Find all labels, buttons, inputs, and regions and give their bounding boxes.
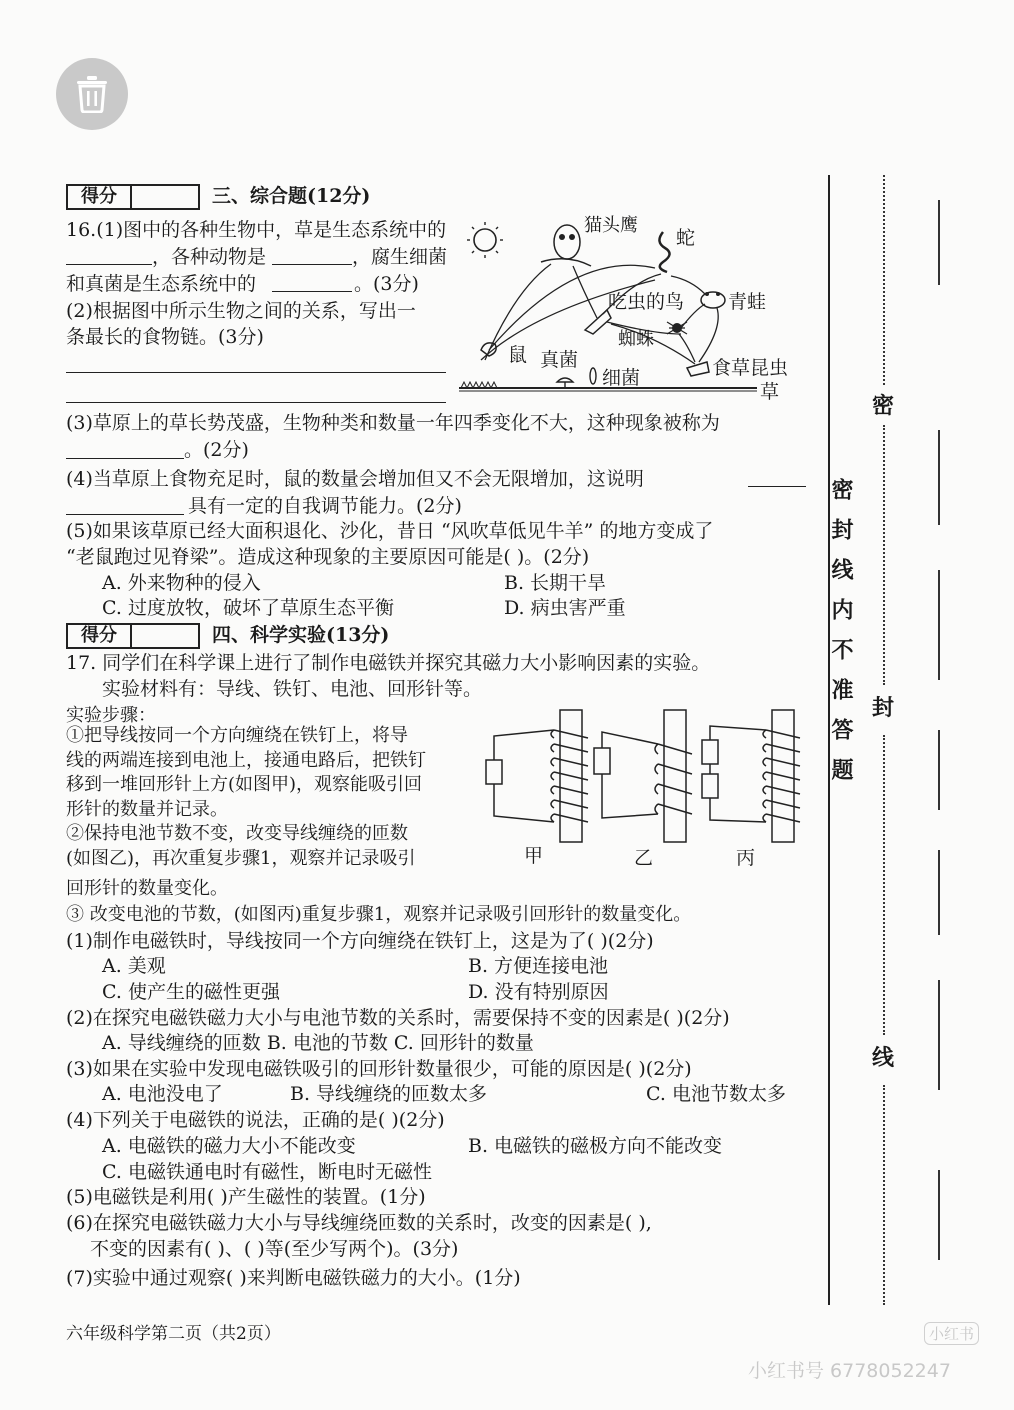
watermark-logo: 小红书	[924, 1322, 979, 1345]
sun-icon	[467, 222, 503, 258]
fungi-icon	[557, 378, 573, 388]
figure-label-yi: 乙	[634, 847, 654, 869]
answer-blank[interactable]	[66, 514, 184, 515]
trash-icon	[74, 75, 110, 113]
q17-4-option-b[interactable]: B. 电磁铁的磁极方向不能改变	[468, 1135, 723, 1157]
page-footer: 六年级科学第二页（共2页）	[66, 1324, 281, 1344]
answer-line[interactable]	[66, 402, 446, 403]
section3-title: 三、综合题(12分)	[212, 185, 371, 207]
q16-5-line1: (5)如果该草原已经大面积退化、沙化，昔日 “风吹草低见牛羊” 的地方变成了	[66, 520, 714, 542]
q17-2: (2)在探究电磁铁磁力大小与电池节数的关系时，需要保持不变的因素是( )(2分)	[66, 1007, 730, 1029]
q16-2-line2: 条最长的食物链。(3分)	[66, 326, 264, 348]
answer-blank[interactable]	[748, 486, 806, 487]
q17-1-option-a[interactable]: A. 美观	[102, 955, 166, 977]
q17-5: (5)电磁铁是利用( )产生磁性的装置。(1分)	[66, 1186, 426, 1208]
q17-6-line2: 不变的因素有( )、( )等(至少写两个)。(3分)	[90, 1238, 459, 1260]
margin-line	[938, 850, 940, 935]
figure-label-bing: 丙	[736, 847, 756, 869]
q16-1-text-d: 和真菌是生态系统中的	[66, 273, 257, 295]
label-owl: 猫头鹰	[584, 215, 638, 236]
answer-blank[interactable]	[66, 458, 184, 459]
answer-blank[interactable]	[272, 291, 352, 292]
label-bacteria: 细菌	[602, 367, 641, 389]
label-mouse: 鼠	[508, 344, 528, 366]
q16-1-text-c: ，腐生细菌	[352, 246, 448, 268]
step1-line4: 形针的数量并记录。	[66, 799, 228, 820]
seal-mark-feng: 封	[872, 695, 895, 721]
q16-3-line1: (3)草原上的草长势茂盛，生物种类和数量一年四季变化不大，这种现象被称为	[66, 412, 720, 434]
q16-5-option-b[interactable]: B. 长期干旱	[504, 572, 607, 594]
label-fungi: 真菌	[540, 349, 579, 371]
step1-line2: 线的两端连接到电池上，接通电路后，把铁钉	[66, 750, 426, 771]
q17-2-options[interactable]: A. 导线缠绕的匝数 B. 电池的节数 C. 回形针的数量	[102, 1032, 534, 1054]
q17-3-option-c[interactable]: C. 电池节数太多	[646, 1083, 786, 1105]
circuit-yi	[594, 710, 692, 842]
bacteria-icon	[590, 368, 596, 384]
q17-7: (7)实验中通过观察( )来判断电磁铁磁力的大小。(1分)	[66, 1267, 521, 1289]
margin-line	[938, 1170, 940, 1260]
q17-6-line1: (6)在探究电磁铁磁力大小与导线缠绕匝数的关系时，改变的因素是( ),	[66, 1212, 652, 1234]
q17-1-option-d[interactable]: D. 没有特别原因	[468, 981, 609, 1003]
score-box-section4	[66, 623, 200, 649]
q17-materials: 实验材料有：导线、铁钉、电池、回形针等。	[102, 678, 483, 700]
margin-line	[938, 570, 940, 680]
q17-1-option-c[interactable]: C. 使产生的磁性更强	[102, 981, 280, 1003]
dotted-seal-line	[883, 1085, 885, 1305]
seal-mark-xian: 线	[872, 1045, 895, 1071]
score-label: 得分	[68, 186, 132, 208]
q17-intro: 17. 同学们在科学课上进行了制作电磁铁并探究其磁力大小影响因素的实验。	[66, 652, 711, 674]
delete-button[interactable]	[56, 58, 128, 130]
label-frog: 青蛙	[728, 291, 767, 313]
answer-blank[interactable]	[66, 264, 152, 265]
q16-1-text-e: 。(3分)	[354, 273, 419, 295]
seal-instruction: 密封线内不准答题	[828, 478, 854, 798]
margin-line	[938, 980, 940, 1090]
label-insect: 食草昆虫	[712, 357, 789, 379]
electromagnet-circuits	[478, 708, 808, 848]
q16-5-option-d[interactable]: D. 病虫害严重	[504, 597, 626, 619]
figure-label-jia: 甲	[524, 845, 544, 867]
step2-line1: ②保持电池节数不变，改变导线缠绕的匝数	[66, 823, 408, 844]
step1-line1: ①把导线按同一个方向缠绕在铁钉上，将导	[66, 725, 408, 746]
q16-5-option-c[interactable]: C. 过度放牧，破坏了草原生态平衡	[102, 597, 394, 619]
step1-line3: 移到一堆回形针上方(如图甲)，观察能吸引回	[66, 774, 423, 795]
insect-icon	[687, 362, 709, 376]
q16-2-line1: (2)根据图中所示生物之间的关系，写出一	[66, 300, 416, 322]
q16-3-line2: 。(2分)	[184, 439, 249, 461]
label-spider: 蜘蛛	[618, 329, 654, 350]
step3: ③ 改变电池的节数，(如图丙)重复步骤1，观察并记录吸引回形针的数量变化。	[66, 904, 692, 925]
circuit-bing	[702, 710, 800, 842]
dotted-seal-line	[883, 175, 885, 385]
dotted-seal-line	[883, 425, 885, 685]
circuit-jia	[486, 710, 588, 842]
section4-title: 四、科学实验(13分)	[212, 624, 390, 646]
steps-label: 实验步骤：	[66, 705, 156, 726]
q16-5-option-a[interactable]: A. 外来物种的侵入	[102, 572, 261, 594]
step2-line3: 回形针的数量变化。	[66, 878, 228, 899]
q17-4-option-c[interactable]: C. 电磁铁通电时有磁性，断电时无磁性	[102, 1161, 432, 1183]
dotted-seal-line	[883, 735, 885, 1035]
q16-1-text-b: ，各种动物是	[152, 246, 267, 268]
label-grass: 草	[760, 381, 780, 403]
score-box-section3	[66, 184, 200, 210]
margin-line	[938, 730, 940, 810]
q16-4-line2: 具有一定的自我调节能力。(2分)	[188, 495, 462, 517]
seal-mark-mi: 密	[872, 393, 895, 419]
step2-line2: (如图乙)，再次重复步骤1，观察并记录吸引	[66, 848, 416, 869]
watermark-id: 小红书号 6778052247	[748, 1360, 951, 1382]
q16-5-line2: “老鼠跑过见脊梁”。造成这种现象的主要原因可能是( )。(2分)	[66, 546, 590, 568]
q17-3-option-b[interactable]: B. 导线缠绕的匝数太多	[290, 1083, 488, 1105]
q16-4-line1: (4)当草原上食物充足时，鼠的数量会增加但又不会无限增加，这说明	[66, 468, 644, 490]
snake-icon	[659, 232, 669, 272]
label-snake: 蛇	[676, 227, 696, 249]
q17-3: (3)如果在实验中发现电磁铁吸引的回形针数量很少，可能的原因是( )(2分)	[66, 1058, 692, 1080]
q17-4: (4)下列关于电磁铁的说法，正确的是( )(2分)	[66, 1109, 445, 1131]
score-label: 得分	[68, 625, 132, 647]
answer-line[interactable]	[66, 372, 446, 373]
q17-4-option-a[interactable]: A. 电磁铁的磁力大小不能改变	[102, 1135, 356, 1157]
q16-1-line1: 16.(1)图中的各种生物中，草是生态系统中的	[66, 219, 447, 241]
margin-line	[938, 200, 940, 285]
answer-blank[interactable]	[272, 264, 352, 265]
q17-3-option-a[interactable]: A. 电池没电了	[102, 1083, 223, 1105]
label-bird: 吃虫的鸟	[608, 291, 685, 313]
q17-1-option-b[interactable]: B. 方便连接电池	[468, 955, 609, 977]
q17-1: (1)制作电磁铁时，导线按同一个方向缠绕在铁钉上，这是为了( )(2分)	[66, 930, 654, 952]
margin-line	[938, 430, 940, 525]
